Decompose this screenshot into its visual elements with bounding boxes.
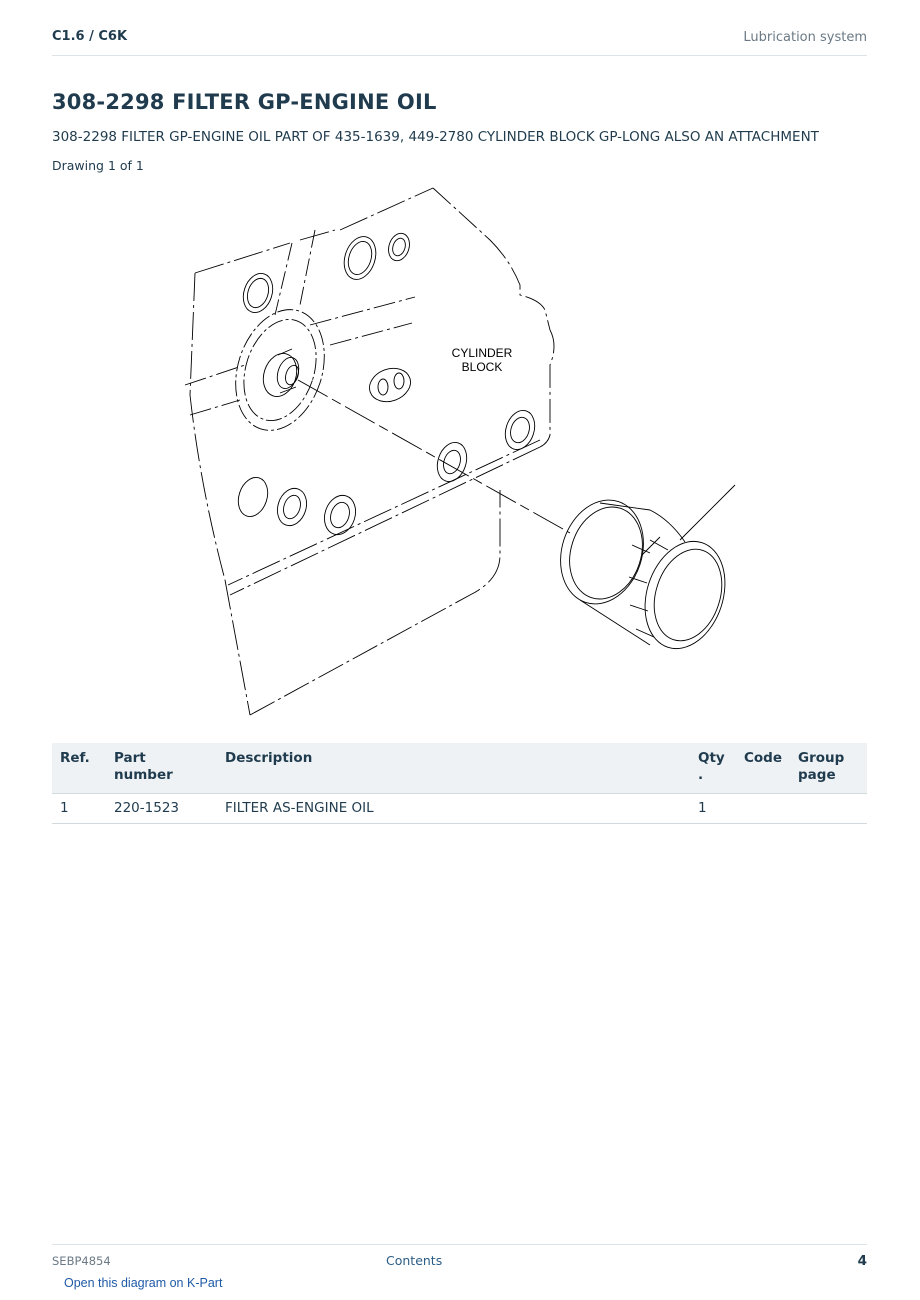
parts-diagram[interactable] bbox=[180, 185, 740, 720]
cell-group-page bbox=[790, 794, 867, 824]
open-kpart-link[interactable]: Open this diagram on K-Part bbox=[64, 1276, 223, 1290]
cell-code bbox=[736, 794, 790, 824]
header-ref: Ref. bbox=[52, 743, 106, 794]
header-group-line2: page bbox=[798, 767, 836, 783]
cell-qty: 1 bbox=[690, 794, 736, 824]
diagram-label-line2: BLOCK bbox=[461, 360, 503, 374]
cylinder-block-drawing bbox=[185, 188, 554, 715]
page-header bbox=[52, 28, 867, 56]
contents-link[interactable]: Contents bbox=[386, 1253, 443, 1268]
cell-part-number[interactable]: 220-1523 bbox=[106, 794, 217, 824]
diagram-label-line1: CYLINDER bbox=[451, 346, 513, 360]
header-group-page bbox=[790, 743, 867, 794]
table-header-row bbox=[52, 743, 867, 794]
page-footer bbox=[52, 1244, 867, 1275]
document-id: SEBP4854 bbox=[52, 1254, 111, 1268]
header-part-number: Part number bbox=[106, 743, 217, 794]
section-label: Lubrication system bbox=[743, 30, 867, 45]
header-qty bbox=[690, 743, 736, 794]
drawing-count: Drawing 1 of 1 bbox=[52, 158, 144, 173]
callout-leader bbox=[680, 485, 735, 540]
header-qty-line2: . bbox=[698, 767, 704, 783]
model-label: C1.6 / C6K bbox=[52, 29, 128, 44]
parts-table bbox=[52, 743, 867, 824]
header-qty-line1: Qty bbox=[698, 750, 725, 766]
header-description: Description bbox=[217, 743, 690, 794]
page-number: 4 bbox=[857, 1253, 867, 1269]
cell-ref: 1 bbox=[52, 794, 106, 824]
page-title: 308-2298 FILTER GP-ENGINE OIL bbox=[52, 90, 437, 114]
oil-filter-drawing bbox=[548, 485, 739, 659]
header-code: Code bbox=[736, 743, 790, 794]
header-group-line1: Group bbox=[798, 750, 845, 766]
page-subtitle: 308-2298 FILTER GP-ENGINE OIL PART OF 435-1639, 449-2780 CYLINDER BLOCK GP-LONG ALSO AN ATTACHMENT bbox=[52, 129, 819, 145]
table-row[interactable] bbox=[52, 794, 867, 824]
assembly-line bbox=[298, 380, 570, 533]
cell-description: FILTER AS-ENGINE OIL bbox=[217, 794, 690, 824]
